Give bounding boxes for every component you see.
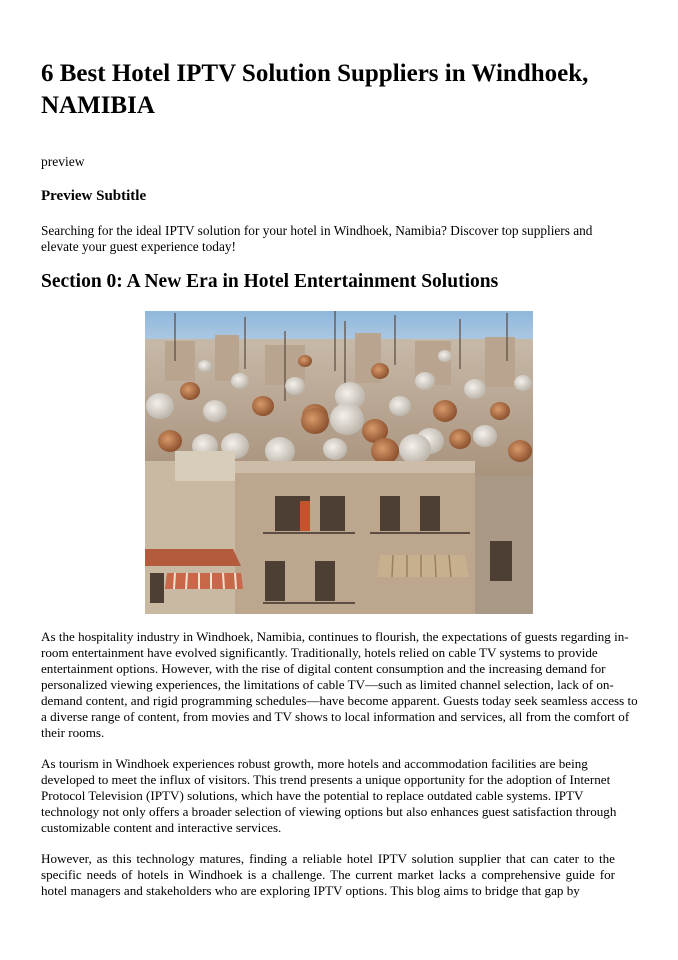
rooftop-satellite-dishes-photo bbox=[145, 311, 533, 614]
body-paragraph: However, as this technology matures, finding a reliable hotel IPTV solution supplier that can cater to the specific needs of hotels in Windhoek is a challenge. The current market lacks a comprehensive guide for hotel managers and stakeholders who are exploring IPTV options. This blog aims to bridge that gap by bbox=[41, 851, 615, 898]
body-paragraph: As tourism in Windhoek experiences robust growth, more hotels and accommodation facilities are being developed to meet the influx of visitors. This trend presents a unique opportunity for the adoption of Internet Protocol Television (IPTV) solutions, which have the potential to replace outdated cable systems. IPTV technology not only offers a broader selection of viewing options but also enhances guest satisfaction through customizable content and interactive services. bbox=[41, 756, 617, 835]
section-heading: Section 0: A New Era in Hotel Entertainment Solutions bbox=[41, 271, 499, 292]
page-title: 6 Best Hotel IPTV Solution Suppliers in Windhoek, NAMIBIA bbox=[41, 60, 589, 119]
intro-paragraph: Searching for the ideal IPTV solution for your hotel in Windhoek, Namibia? Discover top suppliers and elevate your guest experience today! bbox=[41, 223, 593, 254]
subtitle-heading: Preview Subtitle bbox=[41, 188, 147, 204]
body-paragraph: As the hospitality industry in Windhoek, Namibia, continues to flourish, the expectations of guests regarding in-room entertainment have evolved significantly. Traditionally, hotels relied on cable TV systems to provide entertainment options. However, with the rise of digital content consumption and the increasing demand for personalized viewing experiences, the limitations of cable TV—such as limited channel selection, lack of on-demand content, and rigid programming schedules—have become apparent. Guests today seek seamless access to a diverse range of content, from movies and TV shows to local information and services, all from the comfort of their rooms. bbox=[41, 629, 638, 740]
preview-label: preview bbox=[41, 154, 85, 169]
